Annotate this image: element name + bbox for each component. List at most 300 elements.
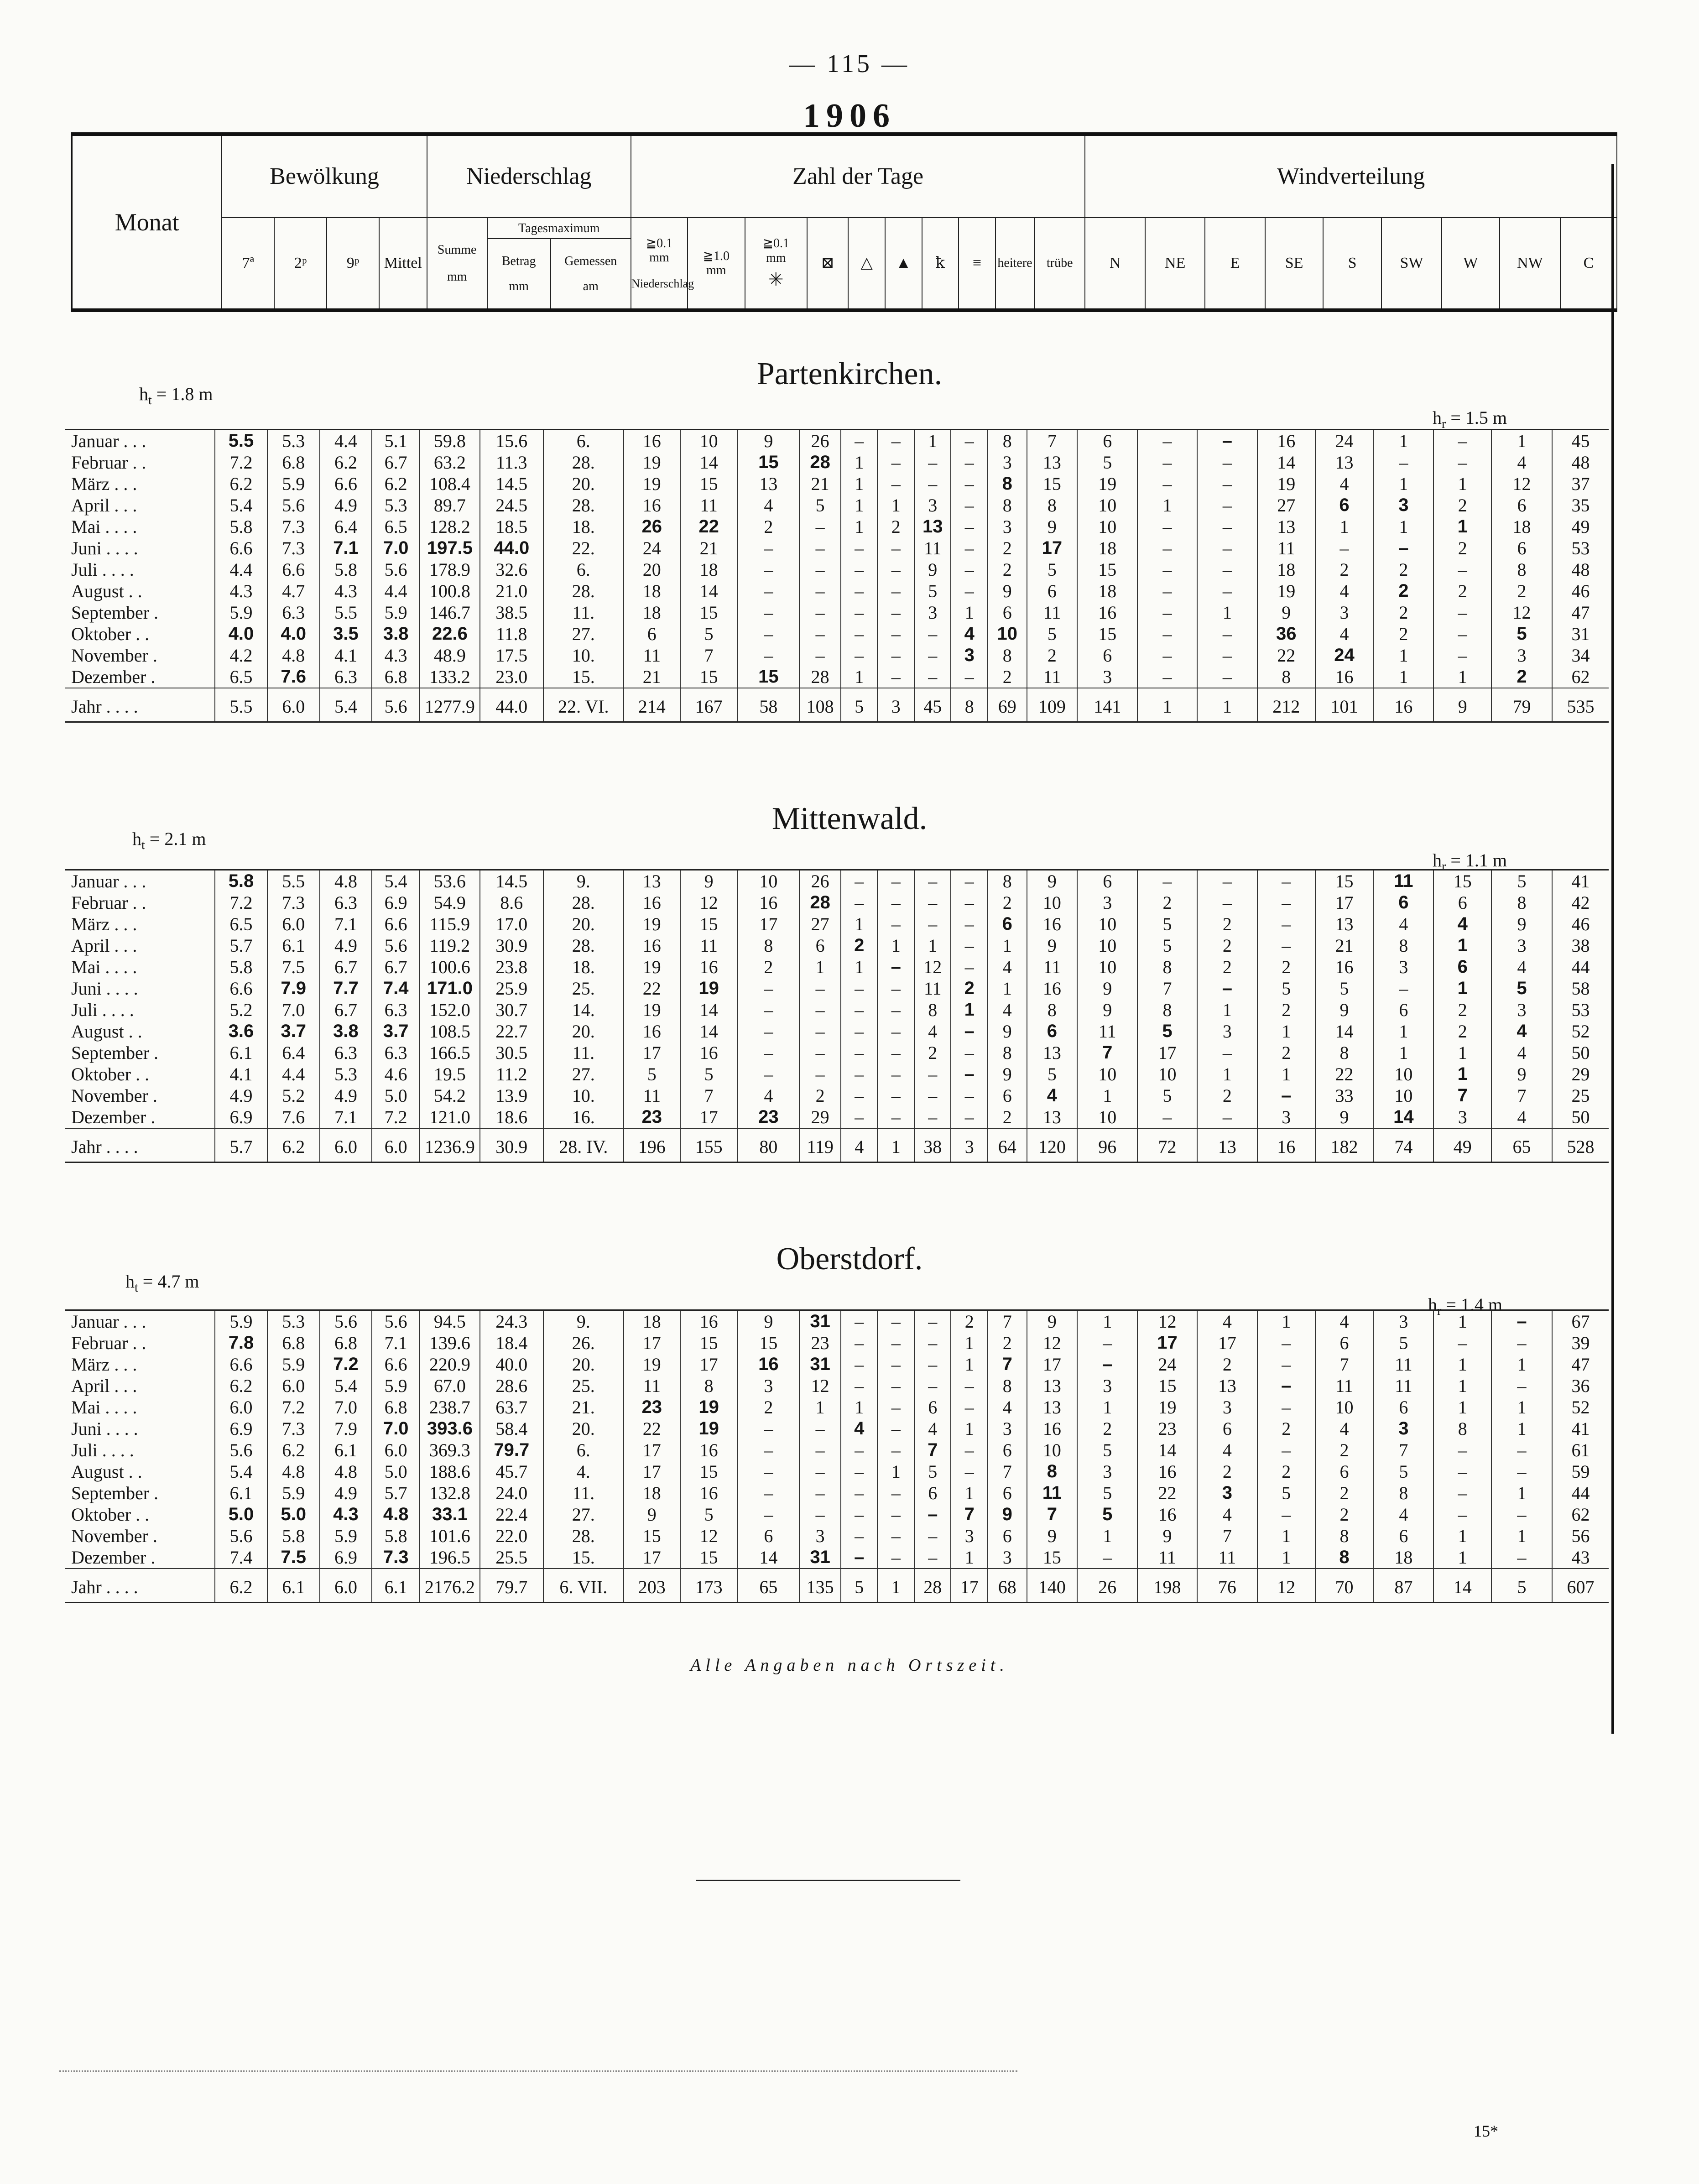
table-cell: 41: [1552, 870, 1609, 892]
table-cell: 9: [1315, 999, 1374, 1021]
table-cell: 6: [1027, 580, 1078, 602]
col-ge10: [688, 218, 745, 310]
table-cell: 5.9: [215, 1310, 267, 1333]
table-cell: 4: [737, 495, 799, 516]
table-cell: –: [841, 559, 878, 580]
table-cell: 2: [1315, 1482, 1374, 1504]
closing-rule: [696, 1880, 960, 1881]
table-cell: 6: [737, 1525, 799, 1547]
table-cell: –: [1197, 1042, 1257, 1063]
table-cell: 19: [624, 452, 680, 473]
table-cell: 155: [680, 1128, 738, 1162]
table-cell: 5: [1077, 1439, 1137, 1461]
table-cell: 14.5: [480, 473, 543, 495]
table-row: [65, 935, 1609, 956]
table-cell: 11: [624, 1085, 680, 1106]
table-cell: –: [951, 1397, 988, 1418]
table-cell: 152.0: [420, 999, 480, 1021]
table-cell: 8: [1027, 999, 1078, 1021]
month-label: Juli . . . .: [71, 559, 134, 580]
col-7a: 7ª: [222, 218, 274, 310]
table-cell: 6: [988, 602, 1027, 623]
table-cell: 38.5: [480, 602, 543, 623]
table-cell: –: [1257, 1085, 1315, 1106]
table-cell: 69: [988, 688, 1027, 722]
table-cell: 27: [1257, 495, 1315, 516]
table-row: [65, 1397, 1609, 1418]
table-cell: 7.0: [267, 999, 320, 1021]
table-cell: 1: [1257, 1547, 1315, 1569]
table-cell: 8: [988, 645, 1027, 666]
table-cell: 6: [624, 623, 680, 645]
month-label: Dezember .: [71, 1107, 156, 1127]
table-cell: 1: [1433, 935, 1491, 956]
table-cell: –: [877, 913, 914, 935]
month-label: November .: [71, 645, 157, 666]
table-cell: 2: [1491, 580, 1552, 602]
table-cell: –: [914, 623, 951, 645]
table-cell: 7.4: [372, 978, 420, 999]
table-cell: 2: [1257, 1418, 1315, 1439]
month-label: April . . .: [71, 1376, 137, 1396]
month-label: April . . .: [71, 495, 137, 516]
table-cell: 108.4: [420, 473, 480, 495]
month-label: August . .: [71, 581, 142, 601]
table-cell: –: [951, 495, 988, 516]
table-cell: 87: [1373, 1569, 1433, 1603]
table-cell: 3: [1077, 666, 1137, 688]
month-label: Februar . .: [71, 892, 146, 913]
table-cell: 5: [1491, 870, 1552, 892]
table-cell: 7.1: [320, 1106, 372, 1128]
table-cell: 9: [1077, 978, 1137, 999]
table-cell: 6.0: [320, 1569, 372, 1603]
table-cell: 5.9: [372, 602, 420, 623]
table-cell: 5.0: [372, 1461, 420, 1482]
table-cell: 5: [1077, 1482, 1137, 1504]
table-cell: –: [1137, 516, 1197, 537]
table-cell: 8: [1373, 1482, 1433, 1504]
table-cell: 101.6: [420, 1525, 480, 1547]
table-cell: 100.8: [420, 580, 480, 602]
table-cell: 5.1: [372, 430, 420, 452]
table-row: [65, 1418, 1609, 1439]
table-cell: 15: [737, 666, 799, 688]
table-cell: –: [1433, 430, 1491, 452]
table-cell: 48: [1552, 452, 1609, 473]
table-cell: 4.3: [215, 580, 267, 602]
table-cell: 37: [1552, 473, 1609, 495]
table-cell: –: [1197, 473, 1257, 495]
table-cell: 2: [1373, 559, 1433, 580]
year-total-row: [65, 1128, 1609, 1162]
table-cell: 15: [737, 452, 799, 473]
table-cell: 8: [737, 935, 799, 956]
table-cell: 10: [1077, 913, 1137, 935]
table-cell: 70: [1315, 1569, 1374, 1603]
table-cell: 6.2: [267, 1128, 320, 1162]
table-cell: 8: [914, 999, 951, 1021]
table-cell: –: [1433, 1461, 1491, 1482]
table-cell: 2: [1373, 602, 1433, 623]
table-cell: 6.7: [372, 956, 420, 978]
table-cell: 48: [1552, 559, 1609, 580]
table-cell: 15: [1315, 870, 1374, 892]
table-cell: 9: [1027, 1310, 1078, 1333]
table-cell: 5: [841, 1569, 878, 1603]
snow-label: ≧0.1: [762, 236, 789, 251]
table-cell: 6.8: [267, 1332, 320, 1354]
table-cell: 4: [1373, 913, 1433, 935]
table-cell: 2: [1315, 1439, 1374, 1461]
table-row: [65, 892, 1609, 913]
table-cell: 7.6: [267, 666, 320, 688]
table-cell: 6: [988, 913, 1027, 935]
table-cell: –: [1491, 1461, 1552, 1482]
table-cell: 11.3: [480, 452, 543, 473]
table-cell: –: [877, 473, 914, 495]
table-cell: 6.: [543, 430, 624, 452]
table-cell: 25.: [543, 1375, 624, 1397]
table-cell: 6.6: [372, 1354, 420, 1375]
table-cell: –: [737, 580, 799, 602]
table-cell: 5.5: [267, 870, 320, 892]
table-cell: 19: [680, 1418, 738, 1439]
table-cell: 7.2: [267, 1397, 320, 1418]
table-cell: 14: [680, 999, 738, 1021]
table-cell: 11.8: [480, 623, 543, 645]
table-cell: 3: [988, 516, 1027, 537]
table-cell: –: [1137, 452, 1197, 473]
table-cell: 10: [1077, 1063, 1137, 1085]
table-cell: 21: [1315, 935, 1374, 956]
table-cell: 11: [1197, 1547, 1257, 1569]
table-cell: 26: [1077, 1569, 1137, 1603]
table-cell: 6.9: [215, 1106, 267, 1128]
hail-icon: △: [848, 218, 885, 310]
month-label: September .: [71, 1483, 159, 1503]
table-cell: 4: [1373, 1504, 1433, 1525]
table-cell: 1: [1491, 430, 1552, 452]
table-cell: 6.3: [372, 1042, 420, 1063]
table-cell: –: [799, 1063, 841, 1085]
table-cell: –: [877, 1547, 914, 1569]
table-cell: 59: [1552, 1461, 1609, 1482]
table-cell: –: [1491, 1547, 1552, 1569]
table-cell: 42: [1552, 892, 1609, 913]
table-cell: 4.0: [215, 623, 267, 645]
table-cell: 11: [1077, 1021, 1137, 1042]
sheet-signature: 15*: [1474, 2122, 1498, 2140]
table-cell: 7.3: [267, 892, 320, 913]
table-cell: 7.3: [267, 537, 320, 559]
table-cell: 2: [737, 516, 799, 537]
table-cell: 6.8: [267, 452, 320, 473]
table-cell: 6.3: [372, 999, 420, 1021]
table-cell: 6: [914, 1482, 951, 1504]
table-cell: 8: [1257, 666, 1315, 688]
table-cell: 44: [1552, 956, 1609, 978]
station-title: Partenkirchen.: [756, 356, 943, 391]
table-cell: 11: [624, 645, 680, 666]
table-cell: 28.: [543, 452, 624, 473]
table-cell: 7: [988, 1354, 1027, 1375]
table-cell: 94.5: [420, 1310, 480, 1333]
table-cell: –: [841, 1106, 878, 1128]
table-cell: 62: [1552, 666, 1609, 688]
table-cell: 1: [1433, 1375, 1491, 1397]
table-cell: –: [951, 870, 988, 892]
table-cell: 8: [1315, 1525, 1374, 1547]
table-cell: –: [737, 537, 799, 559]
table-cell: 31: [799, 1354, 841, 1375]
table-cell: 2: [1257, 1042, 1315, 1063]
table-cell: 8: [1315, 1547, 1374, 1569]
table-cell: 6.9: [215, 1418, 267, 1439]
table-cell: 5: [1137, 1085, 1197, 1106]
table-cell: 3: [1077, 1375, 1137, 1397]
table-cell: –: [877, 580, 914, 602]
table-cell: 19: [680, 1397, 738, 1418]
table-cell: 17: [1137, 1332, 1197, 1354]
table-cell: 49: [1552, 516, 1609, 537]
table-cell: 22.7: [480, 1021, 543, 1042]
table-cell: 19: [624, 956, 680, 978]
table-cell: –: [914, 1375, 951, 1397]
table-cell: –: [737, 1461, 799, 1482]
table-cell: 141: [1077, 688, 1137, 722]
table-cell: 9: [1027, 1525, 1078, 1547]
table-cell: –: [951, 537, 988, 559]
table-cell: 7: [1137, 978, 1197, 999]
niederschlag-header: Niederschlag: [427, 134, 631, 218]
table-cell: 3.7: [372, 1021, 420, 1042]
table-cell: 3: [1373, 956, 1433, 978]
table-cell: 14: [1315, 1021, 1374, 1042]
table-cell: 12: [914, 956, 951, 978]
table-cell: 12: [680, 892, 738, 913]
table-cell: 6: [1315, 495, 1374, 516]
table-cell: –: [737, 1418, 799, 1439]
table-cell: 11.: [543, 1042, 624, 1063]
table-cell: –: [1197, 430, 1257, 452]
table-cell: 9: [988, 1063, 1027, 1085]
table-cell: 9: [680, 870, 738, 892]
table-cell: 3: [799, 1525, 841, 1547]
table-cell: 1: [1433, 1310, 1491, 1333]
hr-value: 1.5 m: [1465, 407, 1507, 428]
table-cell: 119.2: [420, 935, 480, 956]
table-cell: –: [951, 956, 988, 978]
table-cell: 34: [1552, 645, 1609, 666]
table-cell: 24.0: [480, 1482, 543, 1504]
station-title: Mittenwald.: [771, 801, 928, 836]
table-cell: –: [951, 1063, 988, 1085]
table-cell: –: [1257, 1332, 1315, 1354]
table-cell: 5: [1137, 1021, 1197, 1042]
table-cell: 61: [1552, 1439, 1609, 1461]
table-cell: –: [1257, 935, 1315, 956]
table-cell: 10: [1027, 1439, 1078, 1461]
table-cell: 6.0: [267, 688, 320, 722]
table-cell: 5: [1315, 978, 1374, 999]
table-cell: 4: [988, 1397, 1027, 1418]
table-cell: 8.6: [480, 892, 543, 913]
table-cell: 3: [1257, 1106, 1315, 1128]
table-cell: 16: [1257, 1128, 1315, 1162]
table-cell: 7.2: [215, 452, 267, 473]
ht-value: 4.7 m: [157, 1271, 199, 1292]
table-cell: 1: [1491, 1397, 1552, 1418]
table-cell: 7.5: [267, 956, 320, 978]
table-cell: 4.6: [372, 1063, 420, 1085]
table-cell: 5: [1491, 978, 1552, 999]
table-cell: 7.2: [372, 1106, 420, 1128]
table-cell: 5.5: [215, 688, 267, 722]
table-cell: 7: [1433, 1085, 1491, 1106]
table-cell: –: [737, 559, 799, 580]
zahl-der-tage-header: Zahl der Tage: [631, 134, 1085, 218]
table-cell: 7.0: [372, 537, 420, 559]
table-cell: 16: [680, 1042, 738, 1063]
table-cell: 14: [1433, 1569, 1491, 1603]
table-cell: 2: [914, 1042, 951, 1063]
table-cell: –: [914, 892, 951, 913]
gemessen-label: Gemessen: [564, 254, 617, 268]
table-cell: –: [841, 999, 878, 1021]
col-wind-sw: SW: [1381, 218, 1442, 310]
table-cell: 18.: [543, 956, 624, 978]
table-cell: 41: [1552, 1418, 1609, 1439]
table-cell: 19: [680, 978, 738, 999]
table-cell: –: [877, 1504, 914, 1525]
table-cell: 17: [624, 1332, 680, 1354]
table-cell: 26: [799, 870, 841, 892]
table-cell: 2: [988, 1106, 1027, 1128]
table-row: [65, 602, 1609, 623]
table-cell: 15: [1137, 1375, 1197, 1397]
table-cell: 16: [1373, 688, 1433, 722]
table-cell: 4: [1491, 956, 1552, 978]
table-cell: 16: [1315, 666, 1374, 688]
table-cell: –: [1491, 1310, 1552, 1333]
table-cell: 10: [1077, 1106, 1137, 1128]
table-cell: 535: [1552, 688, 1609, 722]
table-cell: 6.2: [320, 452, 372, 473]
table-cell: 16: [680, 956, 738, 978]
table-cell: 1: [1491, 1354, 1552, 1375]
table-cell: 11: [1373, 1375, 1433, 1397]
ge10-unit: mm: [706, 263, 726, 277]
table-cell: 38: [914, 1128, 951, 1162]
station-hr: $h_r = 1.4$ m: [1428, 1294, 1503, 1318]
table-cell: 6.0: [372, 1128, 420, 1162]
table-cell: 6.3: [320, 892, 372, 913]
table-cell: 14: [737, 1547, 799, 1569]
table-cell: 6: [1433, 892, 1491, 913]
table-row: [65, 580, 1609, 602]
table-cell: 17: [1315, 892, 1374, 913]
table-cell: 1: [1491, 1482, 1552, 1504]
table-cell: 11: [1027, 666, 1078, 688]
table-cell: 5.3: [267, 1310, 320, 1333]
table-cell: 7.2: [215, 892, 267, 913]
table-cell: 4: [1315, 1310, 1374, 1333]
table-cell: 6: [1373, 1397, 1433, 1418]
table-cell: 10: [1077, 495, 1137, 516]
table-cell: 4.9: [320, 1085, 372, 1106]
table-cell: 17: [680, 1354, 738, 1375]
table-cell: 6.2: [372, 473, 420, 495]
table-cell: 1: [1433, 1547, 1491, 1569]
year-total-row: [65, 1569, 1609, 1603]
table-cell: 203: [624, 1569, 680, 1603]
table-cell: –: [799, 1439, 841, 1461]
table-cell: 19: [1077, 473, 1137, 495]
table-cell: 20.: [543, 913, 624, 935]
table-row: [65, 870, 1609, 892]
table-cell: 18: [624, 1310, 680, 1333]
table-cell: –: [1137, 1106, 1197, 1128]
table-cell: –: [737, 999, 799, 1021]
table-cell: –: [914, 473, 951, 495]
table-cell: 6.0: [267, 913, 320, 935]
table-cell: 196.5: [420, 1547, 480, 1569]
table-cell: –: [877, 1310, 914, 1333]
table-cell: 108: [799, 688, 841, 722]
gemessen-unit: am: [583, 279, 599, 294]
table-cell: 4.1: [215, 1063, 267, 1085]
table-cell: –: [1197, 666, 1257, 688]
table-cell: –: [799, 537, 841, 559]
month-label: Dezember .: [71, 667, 156, 687]
month-label: Februar . .: [71, 452, 146, 473]
table-cell: 12: [1257, 1569, 1315, 1603]
table-cell: 8: [1373, 935, 1433, 956]
table-row: [65, 1504, 1609, 1525]
table-cell: 7.3: [267, 516, 320, 537]
table-cell: –: [1197, 516, 1257, 537]
table-cell: 62: [1552, 1504, 1609, 1525]
table-cell: 5.4: [320, 688, 372, 722]
table-cell: 5: [1027, 559, 1078, 580]
table-cell: 6.: [543, 1439, 624, 1461]
table-cell: 6.1: [267, 1569, 320, 1603]
table-cell: 4.7: [267, 580, 320, 602]
table-cell: 5.4: [215, 1461, 267, 1482]
table-cell: 101: [1315, 688, 1374, 722]
table-cell: 16: [1257, 430, 1315, 452]
table-cell: 2176.2: [420, 1569, 480, 1603]
table-cell: 7.3: [372, 1547, 420, 1569]
table-cell: 12: [1491, 473, 1552, 495]
table-cell: –: [1137, 430, 1197, 452]
thunderstorm-icon: ꝁ: [922, 218, 959, 310]
table-cell: 1: [1257, 1310, 1315, 1333]
table-cell: –: [1433, 623, 1491, 645]
table-cell: 2: [1257, 956, 1315, 978]
table-cell: 5.6: [372, 559, 420, 580]
table-cell: 7: [1027, 1504, 1078, 1525]
month-label: Januar . . .: [71, 1311, 146, 1332]
table-cell: 23.0: [480, 666, 543, 688]
table-cell: 79.7: [480, 1569, 543, 1603]
table-cell: 6.8: [320, 1332, 372, 1354]
table-cell: –: [877, 1085, 914, 1106]
table-cell: –: [951, 1085, 988, 1106]
table-cell: –: [1433, 645, 1491, 666]
table-cell: 4.9: [215, 1085, 267, 1106]
